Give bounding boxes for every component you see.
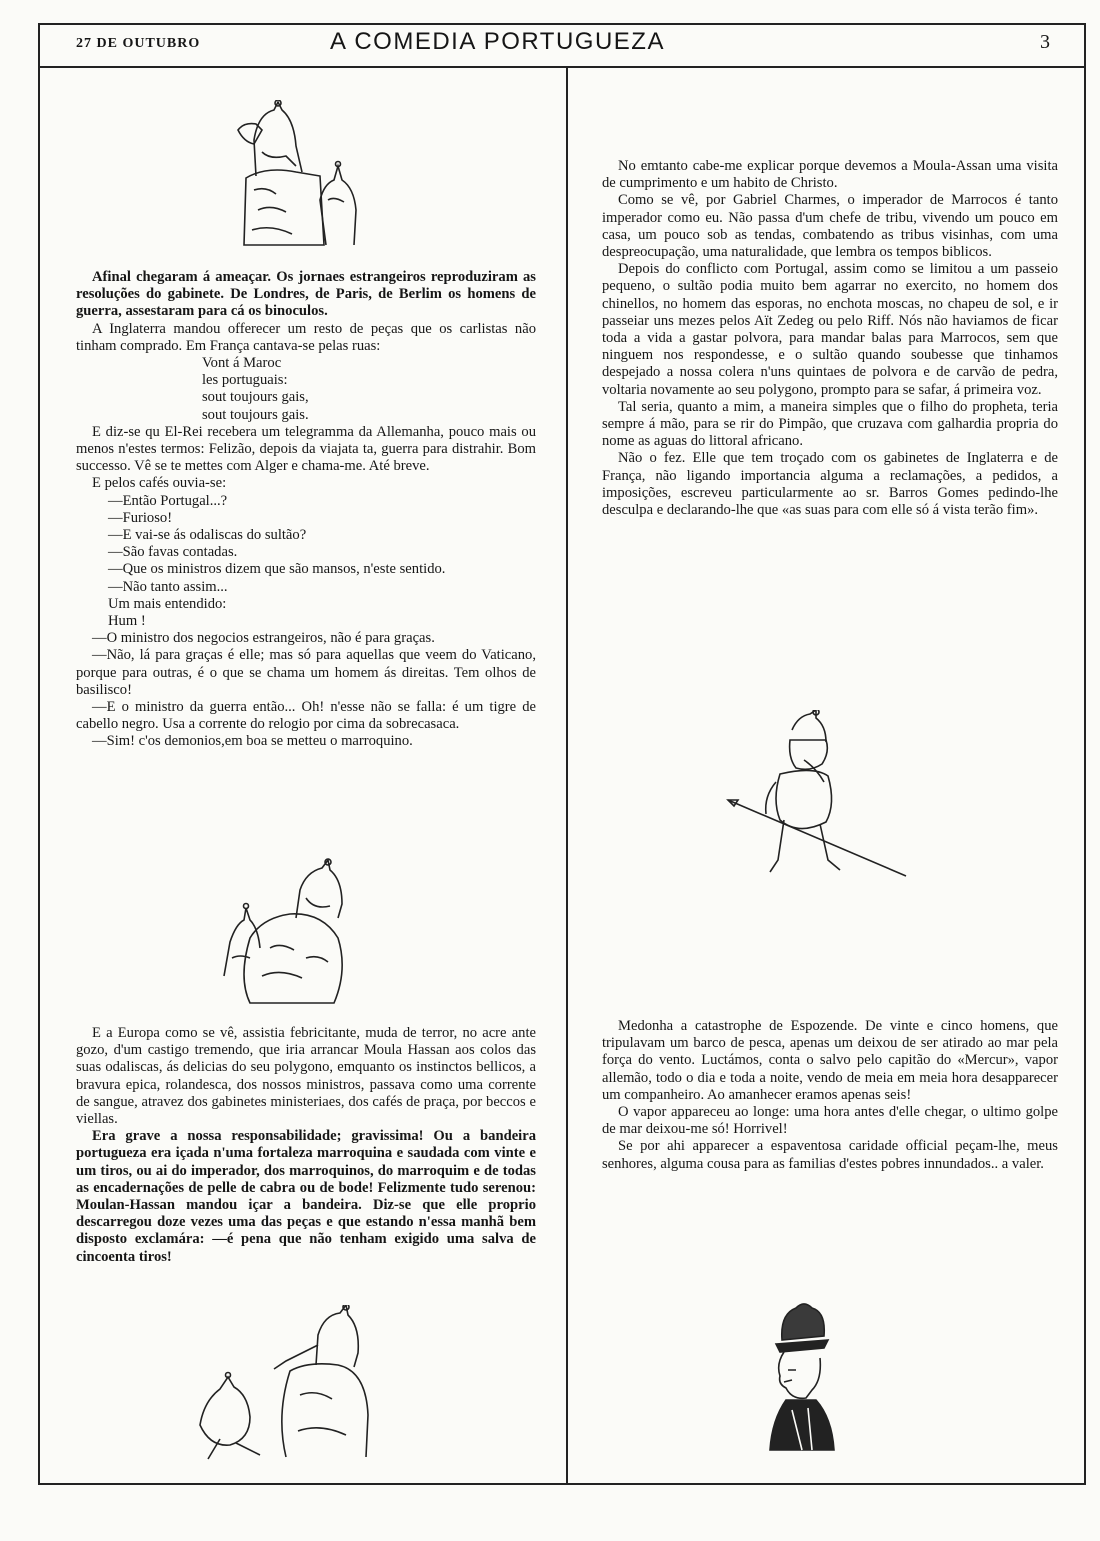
right-article-top (602, 158, 1058, 519)
right-article-bottom (602, 1018, 1058, 1173)
dialogue-line: —Furioso! (108, 509, 173, 526)
dialogue-line: —Que os ministros dizem que são mansos, n'este sentido. (108, 561, 446, 578)
verse-line: sout toujours gais, (202, 389, 309, 406)
gnomes-on-rock-illustration (216, 100, 366, 250)
gnomes-with-sack-illustration (210, 858, 360, 1008)
verse-line: sout toujours gais. (202, 406, 309, 423)
paragraph: —Não, lá para graças é elle; mas só para aquellas que veem do Vaticano, porque para outras, é o que se chama um homem ás direitas. Tem olhos de basilisco! (76, 647, 536, 698)
paragraph: —Sim! c'os demonios,em boa se metteu o marroquino. (92, 733, 413, 750)
paragraph: O vapor appareceu ao longe: uma hora antes d'elle chegar, o ultimo golpe de mar deixou-me só! Horrivel! (602, 1104, 1058, 1138)
left-article-bottom (76, 1025, 536, 1266)
verse-line: Vont á Maroc (202, 355, 282, 372)
woman-portrait-illustration (762, 1300, 842, 1460)
gnome-pointing-illustration (190, 1305, 390, 1465)
paragraph: E a Europa como se vê, assistia febricitante, muda de terror, no acre ante gozo, d'um castigo tremendo, que iria arrancar Moula Hassan aos colos das suas odaliscas, ás delicias do seu polygono, emquanto os instinctos bellicos, a bravura epica, rolandesca, dos nossos ministros, passava como uma corrente de sangue, atravez dos gabinetes ministeriaes, dos cafés de praça, por beccos e viellas. (76, 1025, 536, 1128)
dialogue-line: —Então Portugal...? (108, 492, 228, 509)
issue-date: 27 DE OUTUBRO (76, 36, 201, 51)
gnome-with-spear-illustration (724, 710, 914, 890)
paragraph: Hum ! (108, 613, 146, 630)
paragraph: A Inglaterra mandou offerecer um resto de peças que os carlistas não tinham comprado. Em França cantava-se pelas ruas: (76, 320, 536, 354)
paragraph: Um mais entendido: (108, 595, 227, 612)
paragraph: No emtanto cabe-me explicar porque devemos a Moula-Assan uma visita de cumprimento e um habito de Christo. (602, 158, 1058, 192)
paragraph: Medonha a catastrophe de Espozende. De vinte e cinco homens, que tripulavam um barco de pesca, apenas um deixou de ser atirado ao mar pela força do vento. Luctámos, conta o salvo pelo capitão do «Mercur», vapor allemão, todo o dia e toda a noite, vendo de meia em meia hora desapparecer um companheiro. Ao amanhecer eramos apenas seis! (602, 1018, 1058, 1103)
paragraph: Depois do conflicto com Portugal, assim como se limitou a um passeio pequeno, o sultão podia muito bem agarrar no exercito, no homem dos chinellos, no homem das esporas, no enchota moscas, no chapeu de sol, e ir passeiar uns mezes pelos Aït Zedeg ou pelo Riff. Nós não haviamos de ficar toda a vida a gastar polvora, para mandar balas para Marrocos, sem que ninguem nos respondesse, e o sultão quando soubesse que tinhamos despejado a nossa colera n'uns quintaes de polvora e de carvão de pedra, voltaria novamente ao seu polygono, prompto para se safar, á primeira voz. (602, 261, 1058, 398)
paragraph: Tal seria, quanto a mim, a maneira simples que o filho do propheta, teria sempre á mão, para se rir do Pimpão, que cruzava com galhardia propria do nome as aguas do littoral africano. (602, 398, 1058, 450)
paragraph: E pelos cafés ouvia-se: (92, 475, 227, 492)
paragraph: —E o ministro da guerra então... Oh! n'esse não se falla: é um tigre de cabello negro. Usa a corrente do relogio por cima da sobrecasaca. (76, 699, 536, 733)
paragraph: Afinal chegaram á ameaçar. Os jornaes estrangeiros reproduziram as resoluções do gabinete. De Londres, de Paris, de Berlim os homens de guerra, assestaram para cá os binoculos. (76, 269, 536, 320)
paragraph: Não o fez. Elle que tem troçado com os gabinetes de Inglaterra e de França, não ligando importancia alguma a reclamações, a pedidos, a imposições, escreveu particularmente ao sr. Barros Gomes pedindo-lhe desculpa e declarando-lhe que «as suas para com elle só á vista terão fim». (602, 450, 1058, 519)
masthead-title: A COMEDIA PORTUGUEZA (330, 28, 665, 55)
header-rule (38, 66, 1086, 68)
paragraph: Era grave a nossa responsabilidade; gravissima! Ou a bandeira portugueza era içada n'uma fortaleza marroquina e saudada com vinte e um tiros, ou ai do imperador, dos marroquinos, do marroquim e de todas as encadernações de pelle de cabra ou de bode! Felizmente tudo serenou: Moulan-Hassan mandou içar a bandeira. Diz-se que elle proprio descarregou doze vezes uma das peças e que estando n'essa manhã bem disposto exclamára: —é pena que não tenham exigido uma salva de cincoenta tiros! (76, 1128, 536, 1265)
paragraph: Se por ahi apparecer a espaventosa caridade official peçam-lhe, meus senhores, alguma cousa para as familias d'estes pobres innundados.. a valer. (602, 1138, 1058, 1172)
column-rule (566, 66, 568, 1485)
paragraph: E diz-se qu El-Rei recebera um telegramma da Allemanha, pouco mais ou menos n'estes termos: Felizão, depois da viajata ta, guerra para distrahir. Bom successo. Vê se te mettes com Alger e chama-me. Até breve. (76, 423, 536, 475)
dialogue-line: —E vai-se ás odaliscas do sultão? (108, 527, 307, 544)
dialogue-line: —Não tanto assim... (108, 578, 228, 595)
page-number: 3 (1040, 31, 1050, 53)
verse-line: les portuguais: (202, 372, 288, 389)
left-article-top (76, 269, 536, 751)
paragraph: Como se vê, por Gabriel Charmes, o imperador de Marrocos é tanto imperador como eu. Não passa d'um chefe de tribu, vivendo um pouco em casa, um pouco sob as tendas, combatendo as tribus visinhas, com uma despreocupação, uma naturalidade, que lembra os tempos biblicos. (602, 192, 1058, 261)
dialogue-line: —São favas contadas. (108, 544, 238, 561)
paragraph: —O ministro dos negocios estrangeiros, não é para graças. (92, 630, 435, 647)
